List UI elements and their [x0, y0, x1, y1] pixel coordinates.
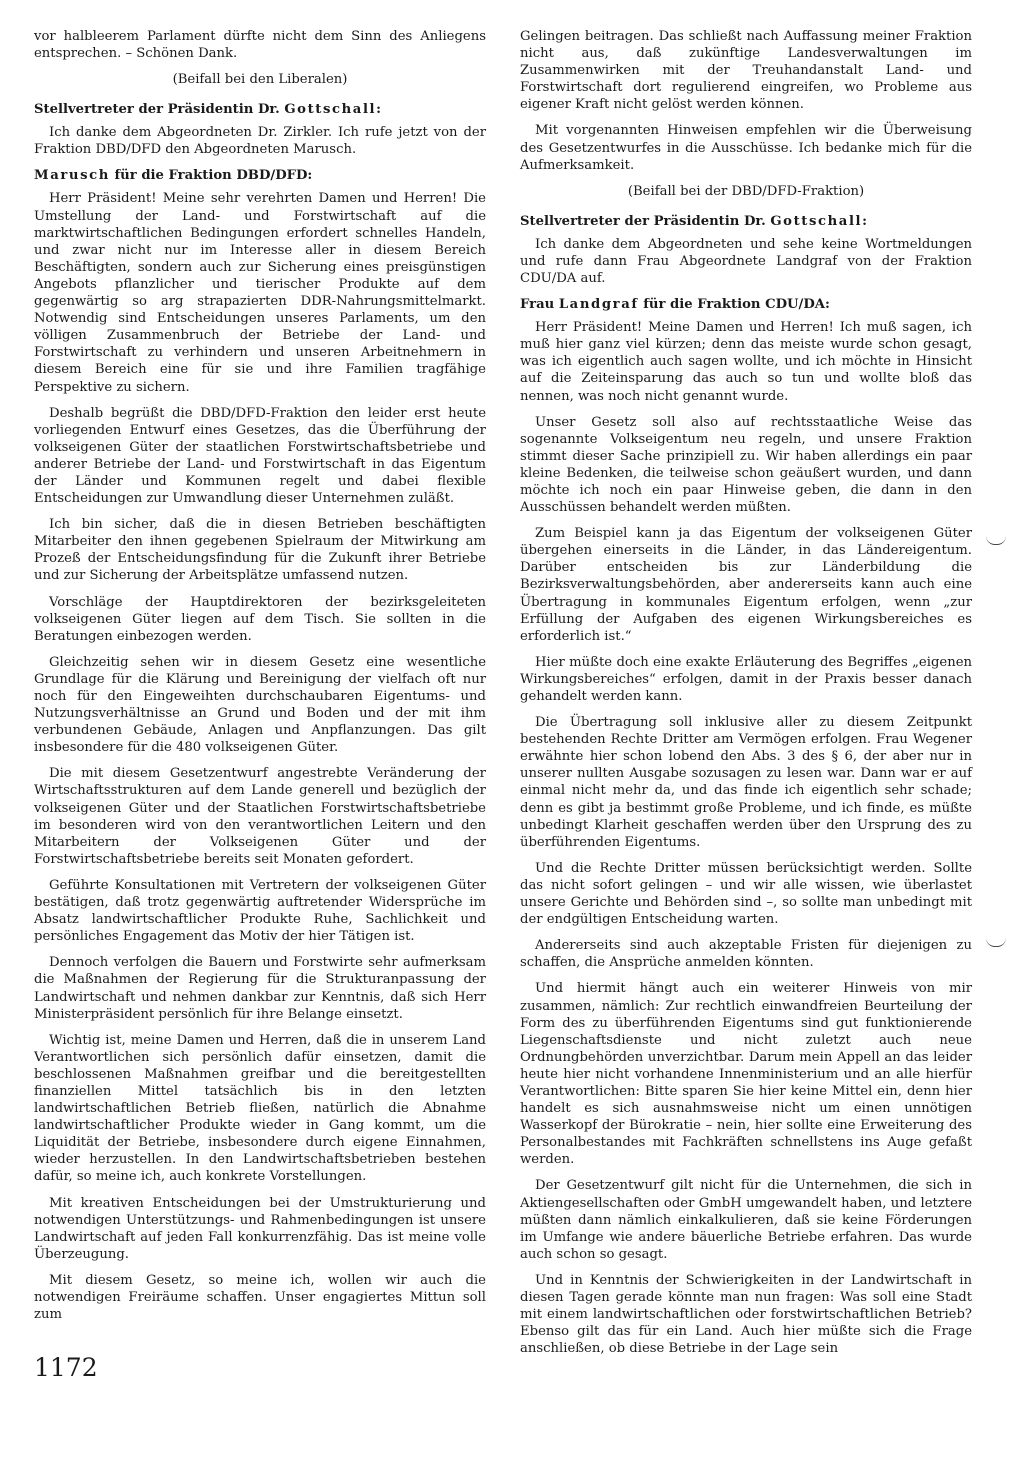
paragraph: Und in Kenntnis der Schwierigkeiten in der Landwirtschaft in diesen Tagen gerade könnte man nun fragen: Was soll eine Stadt mit einem landwirtschaftlichen oder forstwirtschaftlichen Betrieb? Ebenso gilt das für ein Land. Auch hier müßte sich die Frage anschließen, ob diese Betriebe in der Lage sein: [520, 1272, 972, 1357]
paragraph: Und die Rechte Dritter müssen berücksichtigt werden. Sollte das nicht sofort gelingen – und wir alle wissen, wie überlastet unsere Gerichte und Behörden sind –, so sollte man unbedingt mit der endgültigen Entscheidung warten.: [520, 860, 972, 928]
paragraph: Deshalb begrüßt die DBD/DFD-Fraktion den leider erst heute vorliegenden Entwurf eines Gesetzes, das die Überführung der volkseigenen Güter der staatlichen Forstwirtschaftsbetriebe und anderer Betriebe der Land- und Forstwirtschaft in das Eigentum der Länder und Kommunen regelt und dabei flexible Entscheidungen zur Umwandlung dieser Unternehmen zuläßt.: [34, 405, 486, 507]
paragraph: Wichtig ist, meine Damen und Herren, daß die in unserem Land Verantwortlichen sich persönlich dafür einsetzen, damit die beschlossenen Maßnahmen greifbar und die bereitgestellten finanziellen Mittel tatsächlich bis in den letzten landwirtschaftlichen Betrieb fließen, natürlich die Abnahme landwirtschaftlicher Produkte wieder in Gang kommt, um die Liquidität der Betriebe, insbesondere durch eigene Einnahmen, wieder herzustellen. In den Landwirtschaftsbetrieben bestehen dafür, so meine ich, auch konkrete Vorstellungen.: [34, 1032, 486, 1185]
paragraph: Herr Präsident! Meine sehr verehrten Damen und Herren! Die Umstellung der Land- und Forstwirtschaft auf die marktwirtschaftlichen Bedingungen erfordert schnelles Handeln, und zwar nicht nur im Interesse aller in diesem Bereich Beschäftigten, sondern auch zur Sicherung eines preisgünstigen Angebots pflanzlicher und tierischer Produkte auf dem gegenwärtig so arg strapazierten DDR-Nahrungsmittelmarkt. Notwendig sind Entscheidungen unseres Parlaments, um den völligen Zusammenbruch der Betriebe der Land- und Forstwirtschaft zu verhindern und unseren Arbeitnehmern in diesem Bereich eine für sie und ihre Familien tragfähige Perspektive zu sichern.: [34, 191, 486, 395]
paragraph: Gelingen beitragen. Das schließt nach Auffassung meiner Fraktion nicht aus, daß zukünftige Landesverwaltungen im Zusammenwirken mit der Treuhandanstalt Land- und Forstwirtschaft dort regulierend eingreifen, wo Probleme aus eigener Kraft nicht gelöst werden können.: [520, 29, 972, 113]
paragraph: Zum Beispiel kann ja das Eigentum der volkseigenen Güter übergehen einerseits in die Länder, in das Ländereigentum. Darüber entscheiden bis zur Länderbildung die Bezirksverwaltungsbehörden, aber andererseits kann auch eine Übertragung in kommunales Eigentum erfolgen, wenn „zur Erfüllung der Aufgaben des eigenen Wirkungsbereiches es erforderlich ist.“: [520, 526, 972, 644]
paragraph: Mit vorgenannten Hinweisen empfehlen wir die Überweisung des Gesetzentwurfes in die Ausschüsse. Ich bedanke mich für die Aufmerksamkeit.: [520, 123, 972, 173]
speaker-heading: Stellvertreter der Präsidentin Dr. Gottschall:: [520, 213, 868, 229]
paragraph: Hier müßte doch eine exakte Erläuterung des Begriffes „eigenen Wirkungsbereiches“ erfolgen, damit in der Praxis besser danach gehandelt werden kann.: [520, 654, 972, 704]
speaker-heading: Marusch für die Fraktion DBD/DFD:: [34, 168, 313, 184]
paragraph: Mit kreativen Entscheidungen bei der Umstrukturierung und notwendigen Unterstützungs- und Rahmenbedingungen ist unsere Landwirtschaft auf jeden Fall konkurrenzfähig. Das ist meine volle Überzeugung.: [34, 1195, 486, 1262]
paragraph: Die mit diesem Gesetzentwurf angestrebte Veränderung der Wirtschaftsstrukturen auf dem Lande generell und bezüglich der volkseigenen Güter und der Staatlichen Forstwirtschaftsbetriebe im besonderen wird von den verantwortlichen Leitern und den Mitarbeitern der Volkseigenen Güter und der Forstwirtschaftsbetriebe bereits seit Monaten gefordert.: [34, 766, 486, 867]
applause-note: (Beifall bei der DBD/DFD-Fraktion): [627, 183, 865, 199]
paragraph: Geführte Konsultationen mit Vertretern der volkseigenen Güter bestätigen, daß trotz gegenwärtig auftretender Widersprüche im Absatz landwirtschaftlicher Produkte Ruhe, Sachlichkeit und persönliches Engagement das Motiv der hier Tätigen ist.: [34, 877, 486, 945]
left-text-column: [34, 28, 486, 1332]
paragraph: Vorschläge der Hauptdirektoren der bezirksgeleiteten volkseigenen Güter liegen auf dem Tisch. Sie sollten in die Beratungen einbezogen werden.: [34, 594, 486, 644]
page-number: 1172: [34, 1353, 98, 1382]
margin-mark: [986, 938, 1006, 947]
paragraph: Unser Gesetz soll also auf rechtsstaatliche Weise das sogenannte Volkseigentum neu regeln, und unsere Fraktion stimmt dieser Sache prinzipiell zu. Wir haben allerdings ein paar kleine Bedenken, die teilweise schon geäußert wurden, und dann möchte ich noch ein paar Hinweise geben, die dann in den Ausschüssen behandelt werden müßten.: [520, 414, 972, 516]
paragraph: Mit diesem Gesetz, so meine ich, wollen wir auch die notwendigen Freiräume schaffen. Unser engagiertes Mittun soll zum: [34, 1272, 486, 1323]
right-text-column: [520, 28, 972, 1366]
paragraph: vor halbleerem Parlament dürfte nicht dem Sinn des Anliegens entsprechen. – Schönen Dank.: [34, 29, 486, 62]
paragraph: Und hiermit hängt auch ein weiterer Hinweis von mir zusammen, nämlich: Zur rechtlich einwandfreien Beurteilung der Form des zu überführenden Eigentums sind gut funktionierende Liegenschaftsdienste und nicht zuletzt auch neue Ordnungbehörden unverzichtbar. Darum mein Appell an das leider heute hier nicht vorhandene Innenministerium und an alle hierfür Verantwortlichen: Bitte sparen Sie hier keine Mittel ein, denn hier handelt es sich ausnahmsweise nicht um einen unnötigen Wasserkopf der Bürokratie – nein, hier sollte eine Erweiterung des Personalbestandes mit Fachkräften schnellstens ins Auge gefaßt werden.: [520, 981, 972, 1168]
paragraph: Andererseits sind auch akzeptable Fristen für diejenigen zu schaffen, die Ansprüche anmelden könnten.: [520, 938, 972, 971]
paragraph: Ich bin sicher, daß die in diesen Betrieben beschäftigten Mitarbeiter den ihnen gegebenen Spielraum der Mitwirkung am Prozeß der Entscheidungsfindung für die Zukunft ihrer Betriebe und zur Sicherung der Arbeitsplätze umfassend nutzen.: [34, 517, 486, 584]
paragraph: Ich danke dem Abgeordneten und sehe keine Wortmeldungen und rufe dann Frau Abgeordnete Landgraf von der Fraktion CDU/DA auf.: [520, 236, 972, 287]
speaker-heading: Stellvertreter der Präsidentin Dr. Gottschall:: [34, 102, 382, 118]
paragraph: Die Übertragung soll inklusive aller zu diesem Zeitpunkt bestehenden Rechte Dritter am Vermögen erfolgen. Frau Wegener erwähnte hier schon lobend den Abs. 3 des § 6, der aber nur in unserer nullten Ausgabe sozusagen zu lesen war. Dann war er auf einmal nicht mehr da, und das finde ich eigentlich sehr schade; denn es gibt ja bestimmt große Probleme, und ich finde, es müßte unbedingt Klarheit geschaffen werden über den Ursprung des zu überführenden Eigentums.: [520, 715, 972, 850]
paragraph: Herr Präsident! Meine Damen und Herren! Ich muß sagen, ich muß hier ganz viel kürzen; denn das meiste wurde schon gesagt, was ich eigentlich auch sagen wollte, und ich möchte in Hinsicht auf die Zeiteinsparung das auch so tun und wollte bloß das nennen, was noch nicht genannt wurde.: [520, 320, 972, 404]
paragraph: Dennoch verfolgen die Bauern und Forstwirte sehr aufmerksam die Maßnahmen der Regierung für die Strukturanpassung der Landwirtschaft und nehmen dankbar zur Kenntnis, daß sich Herr Ministerpräsident persönlich für ihre Belange einsetzt.: [34, 955, 486, 1022]
speaker-heading: Frau Landgraf für die Fraktion CDU/DA:: [520, 297, 830, 313]
applause-note: (Beifall bei den Liberalen): [172, 72, 348, 88]
margin-mark: [986, 536, 1006, 545]
paragraph: Der Gesetzentwurf gilt nicht für die Unternehmen, die sich in Aktiengesellschaften oder GmbH umgewandelt haben, und letztere müßten dann nämlich einkalkulieren, daß sie keine Förderungen im Umfange wie andere bäuerliche Betriebe erfahren. Das wurde auch schon so gesagt.: [520, 1178, 972, 1262]
paragraph: Ich danke dem Abgeordneten Dr. Zirkler. Ich rufe jetzt von der Fraktion DBD/DFD den Abgeordneten Marusch.: [34, 125, 486, 158]
paragraph: Gleichzeitig sehen wir in diesem Gesetz eine wesentliche Grundlage für die Klärung und Bereinigung der vielfach oft nur noch für den Eingeweihten durchschaubaren Eigentums- und Nutzungsverhältnisse an Grund und Boden und der mit ihm verbundenen Gebäude, Anlagen und Anpflanzungen. Das gilt insbesondere für die 480 volkseigenen Güter.: [34, 654, 486, 756]
